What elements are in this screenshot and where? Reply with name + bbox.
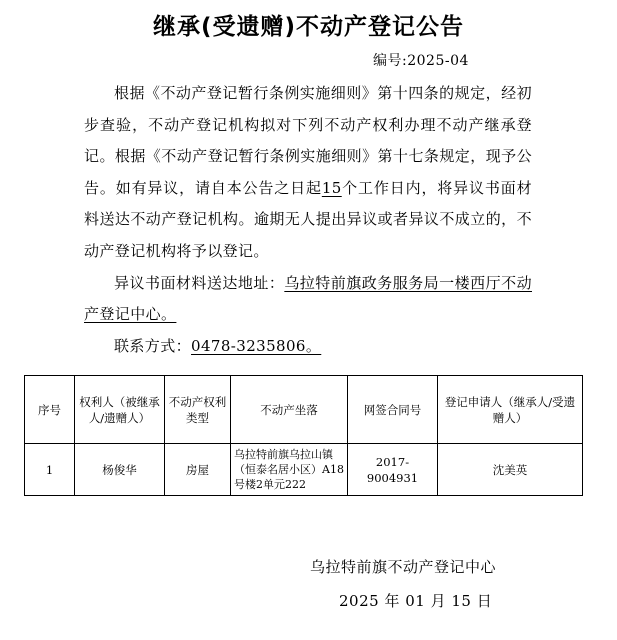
contact-value: 0478-3235806。 xyxy=(191,336,322,355)
cell-right-type: 房屋 xyxy=(165,444,231,496)
table-header-row xyxy=(25,376,583,444)
header-contract-no: 网签合同号 xyxy=(348,376,438,444)
cell-seq: 1 xyxy=(25,444,75,496)
header-seq: 序号 xyxy=(25,376,75,444)
header-location: 不动产坐落 xyxy=(231,376,348,444)
address-label: 异议书面材料送达地址： xyxy=(114,273,285,292)
contact-info xyxy=(84,331,532,363)
cell-applicant: 沈美英 xyxy=(438,444,583,496)
contact-label: 联系方式： xyxy=(114,336,192,355)
cell-location: 乌拉特前旗乌拉山镇（恒泰名居小区）A18号楼2单元222 xyxy=(231,444,348,496)
notice-paragraph xyxy=(84,78,532,268)
issue-date: 2025 年 01 月 15 日 xyxy=(339,592,493,610)
objection-address xyxy=(84,268,532,331)
notice-text-part-2: 个工作日内，将异议书面材料送达不动产登记机构。逾期无人提出异议或者异议不成立的，不动产登记机构将予以登记。 xyxy=(84,178,532,260)
document-number: 编号:2025-04 xyxy=(373,53,469,69)
address-value: 乌拉特前旗政务服务局一楼西厅不动产登记中心。 xyxy=(84,273,532,324)
notice-title: 继承(受遗赠)不动产登记公告 xyxy=(152,14,465,40)
header-applicant: 登记申请人（继承人/受遗赠人） xyxy=(438,376,583,444)
registration-table xyxy=(24,375,583,496)
header-obligee: 权利人（被继承人/遗赠人） xyxy=(75,376,165,444)
issuer-signature: 乌拉特前旗不动产登记中心 xyxy=(310,558,497,576)
cell-obligee: 杨俊华 xyxy=(75,444,165,496)
cell-contract-no: 2017-9004931 xyxy=(348,444,438,496)
table-row xyxy=(25,444,583,496)
header-right-type: 不动产权利类型 xyxy=(165,376,231,444)
notice-text-part-1: 根据《不动产登记暂行条例实施细则》第十四条的规定，经初步查验，不动产登记机构拟对下列不动产权利办理不动产继承登记。根据《不动产登记暂行条例实施细则》第十七条规定，现予公告。如有异议，请自本公告之日起 xyxy=(84,84,532,197)
objection-days: 15 xyxy=(321,178,342,197)
notice-body xyxy=(84,78,532,362)
